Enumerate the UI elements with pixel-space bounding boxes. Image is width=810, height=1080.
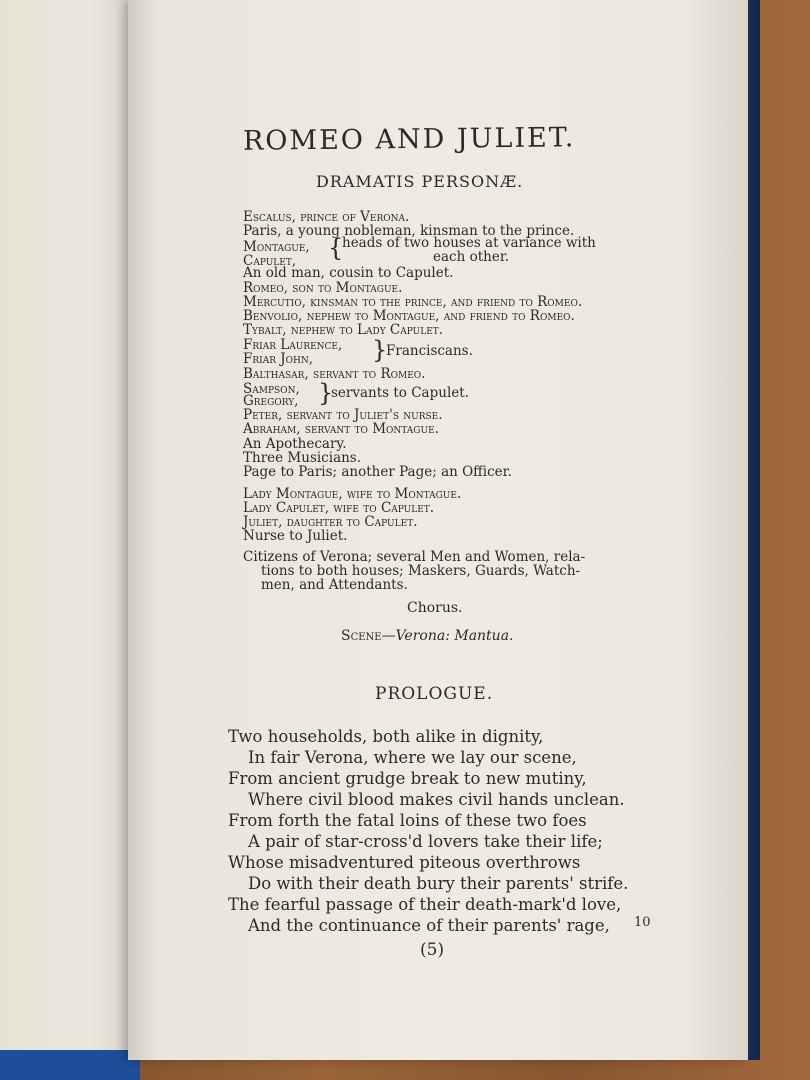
cast-line: Benvolio, nephew to Montague, and friend to Romeo. — [243, 308, 575, 324]
verse-line: Where civil blood makes civil hands unclean. — [248, 790, 625, 809]
prologue-heading: PROLOGUE. — [375, 684, 494, 704]
brace: { — [328, 234, 344, 262]
verse-line: In fair Verona, where we lay our scene, — [248, 748, 577, 767]
cast-line: Escalus, prince of Verona. — [243, 209, 410, 225]
book-cover-bottom — [0, 1046, 140, 1080]
cast-line: each other. — [433, 249, 510, 265]
brace: } — [372, 336, 388, 364]
cast-line: Gregory, — [243, 393, 299, 409]
cast-line: Paris, a young nobleman, kinsman to the prince. — [243, 223, 575, 239]
cast-line: An old man, cousin to Capulet. — [243, 265, 454, 281]
right-page — [128, 0, 748, 1060]
page-title: ROMEO AND JULIET. — [242, 122, 576, 157]
verse-line: And the continuance of their parents' rage, — [248, 916, 610, 935]
cast-line: servants to Capulet. — [331, 385, 469, 401]
cast-line: Abraham, servant to Montague. — [243, 421, 439, 437]
verse-line: The fearful passage of their death-mark'd love, — [228, 895, 622, 914]
cast-line: An Apothecary. — [243, 436, 347, 452]
cast-line: Montague, — [243, 239, 310, 255]
page-number: (5) — [420, 940, 445, 960]
cast-line: men, and Attendants. — [261, 577, 408, 593]
verse-line: Whose misadventured piteous overthrows — [228, 853, 581, 872]
cast-line: Mercutio, kinsman to the prince, and friend to Romeo. — [243, 294, 583, 310]
verse-line: From forth the fatal loins of these two foes — [228, 811, 587, 830]
cast-line: Friar John, — [243, 351, 314, 367]
verse-line: Two households, both alike in dignity, — [228, 727, 544, 746]
cast-line: Page to Paris; another Page; an Officer. — [243, 464, 512, 480]
cast-line: Three Musicians. — [243, 450, 362, 466]
cast-line: Nurse to Juliet. — [243, 528, 348, 544]
chorus: Chorus. — [407, 600, 463, 616]
brace: } — [318, 379, 334, 407]
cast-line: Tybalt, nephew to Lady Capulet. — [243, 322, 444, 338]
cast-line: Balthasar, servant to Romeo. — [243, 366, 426, 382]
cast-line: Romeo, son to Montague. — [243, 280, 403, 296]
cast-line: Lady Montague, wife to Montague. — [243, 486, 462, 502]
verse-line: A pair of star-cross'd lovers take their life; — [248, 832, 603, 851]
verse-line: Do with their death bury their parents' strife. — [248, 874, 629, 893]
scene-label: Scene— — [341, 628, 396, 644]
cast-line: Friar Laurence, — [243, 337, 343, 353]
scene-line — [341, 628, 514, 644]
line-number: 10 — [634, 915, 651, 930]
cast-line: tions to both houses; Maskers, Guards, Watch- — [261, 563, 581, 579]
dramatis-personae-heading: DRAMATIS PERSONÆ. — [316, 172, 524, 191]
cast-line: Juliet, daughter to Capulet. — [243, 514, 418, 530]
verse-line: From ancient grudge break to new mutiny, — [228, 769, 587, 788]
scene-value: Verona: Mantua. — [395, 628, 514, 644]
cast-line: Capulet, — [243, 253, 297, 269]
cast-line: Peter, servant to Juliet's nurse. — [243, 407, 443, 423]
cast-line: heads of two houses at variance with — [342, 235, 596, 251]
cast-line: Lady Capulet, wife to Capulet. — [243, 500, 435, 516]
cast-line: Citizens of Verona; several Men and Women, rela- — [243, 549, 586, 565]
cast-line: Franciscans. — [386, 343, 473, 359]
cast-line: Sampson, — [243, 381, 300, 397]
